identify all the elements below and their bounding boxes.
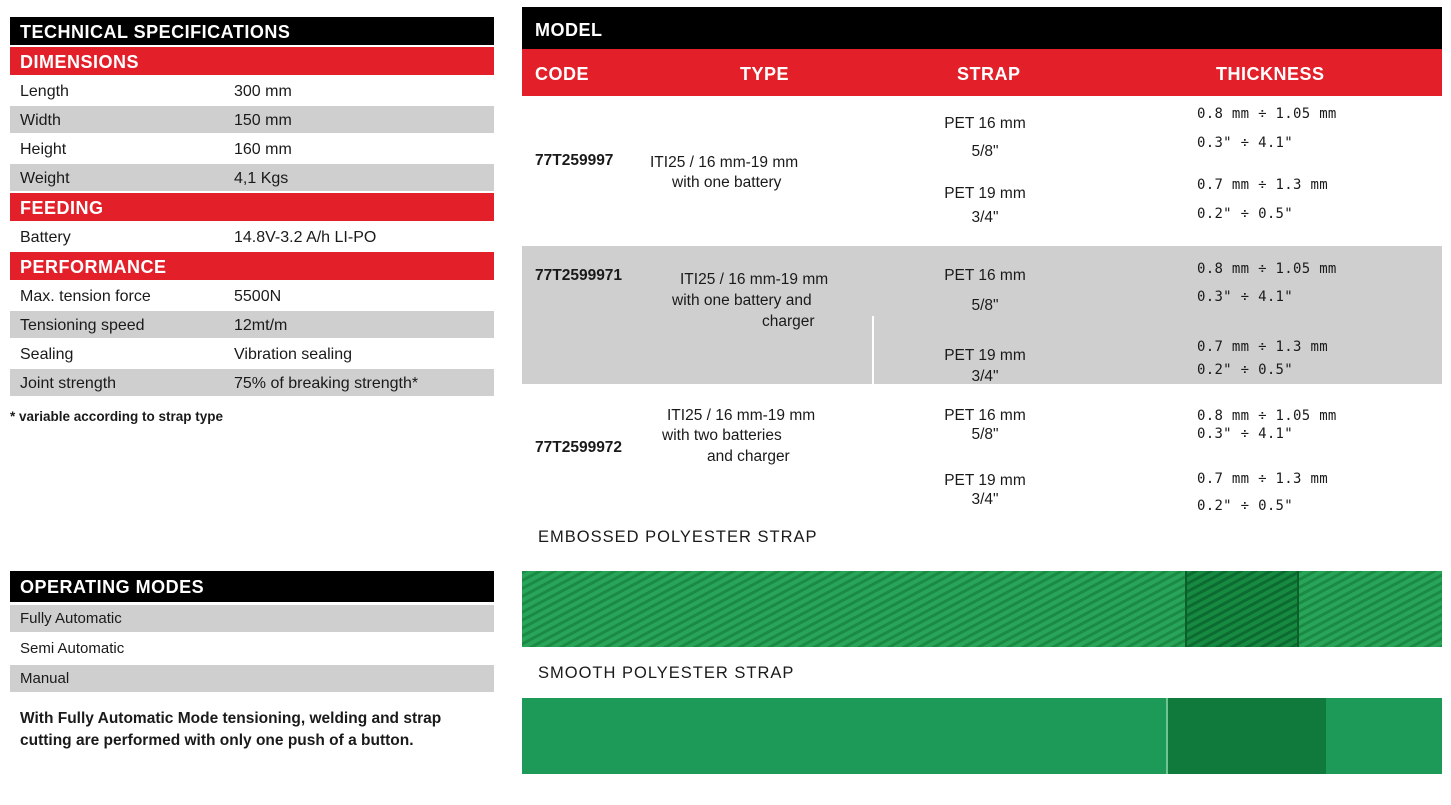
spec-value: 4,1 Kgs xyxy=(234,170,289,187)
thickness-value: 0.3" ÷ 4.1" xyxy=(1197,426,1294,442)
spec-row-max-tension xyxy=(10,280,494,309)
spec-row-width xyxy=(10,104,494,133)
spec-label: Sealing xyxy=(20,346,74,363)
spec-label: Battery xyxy=(20,229,71,246)
spec-label: Max. tension force xyxy=(20,288,151,305)
strap-size: 3/4" xyxy=(971,209,999,226)
thickness-value: 0.8 mm ÷ 1.05 mm xyxy=(1197,261,1337,277)
spec-value: Vibration sealing xyxy=(234,346,353,363)
model-code: 77T2599971 xyxy=(535,267,623,284)
model-row xyxy=(522,246,1442,386)
spec-value: 5500N xyxy=(234,288,282,305)
thickness-value: 0.8 mm ÷ 1.05 mm xyxy=(1197,408,1337,424)
spec-label: Weight xyxy=(20,170,70,187)
spec-label: Tensioning speed xyxy=(20,317,145,334)
header-code: CODE xyxy=(535,64,590,84)
model-code: 77T259997 xyxy=(535,152,614,169)
thickness-value: 0.2" ÷ 0.5" xyxy=(1197,206,1294,222)
spec-label: Joint strength xyxy=(20,375,117,392)
mode-item: Semi Automatic xyxy=(20,640,125,657)
strap-size: 5/8" xyxy=(971,143,999,160)
mode-item: Fully Automatic xyxy=(10,605,494,632)
performance-header: PERFORMANCE xyxy=(10,252,494,280)
spec-row-sealing xyxy=(10,338,494,367)
thickness-value: 0.3" ÷ 4.1" xyxy=(1197,289,1294,305)
spec-value: 150 mm xyxy=(234,112,292,129)
smooth-strap-image xyxy=(522,698,1442,774)
model-type: ITI25 / 16 mm-19 mm xyxy=(650,154,799,171)
spec-value: 12mt/m xyxy=(234,317,288,334)
thickness-value: 0.7 mm ÷ 1.3 mm xyxy=(1197,339,1328,355)
strap-size: PET 19 mm xyxy=(944,185,1026,202)
strap-joint xyxy=(1168,698,1326,774)
thickness-value: 0.2" ÷ 0.5" xyxy=(1197,498,1294,514)
strap-size: PET 16 mm xyxy=(944,407,1026,424)
strap-size: PET 19 mm xyxy=(944,347,1026,364)
spec-row-length xyxy=(10,75,494,104)
technical-specifications-panel xyxy=(10,17,494,424)
model-title: MODEL xyxy=(522,7,1442,49)
header-type: TYPE xyxy=(740,64,790,84)
model-type: and charger xyxy=(707,448,790,465)
embossed-strap-image xyxy=(522,571,1442,647)
model-row xyxy=(522,96,1442,246)
header-strap: STRAP xyxy=(957,64,1021,84)
thickness-value: 0.7 mm ÷ 1.3 mm xyxy=(1197,471,1328,487)
operating-modes-title: OPERATING MODES xyxy=(10,571,494,602)
spec-row-joint-strength xyxy=(10,367,494,396)
header-thickness: THICKNESS xyxy=(1216,64,1325,84)
thickness-value: 0.3" ÷ 4.1" xyxy=(1197,135,1294,151)
embossed-strap-texture xyxy=(522,571,1442,647)
tech-spec-title: TECHNICAL SPECIFICATIONS xyxy=(10,17,494,45)
operating-modes-note: With Fully Automatic Mode tensioning, welding and strap cutting are performed with only one push of a button. xyxy=(20,710,442,749)
spec-footnote: * variable according to strap type xyxy=(10,409,224,424)
model-code: 77T2599972 xyxy=(535,439,623,456)
strap-size: 5/8" xyxy=(971,426,999,443)
strap-size: PET 16 mm xyxy=(944,267,1026,284)
model-table-header xyxy=(522,49,1442,96)
spec-row-battery xyxy=(10,221,494,250)
model-type: with one battery and xyxy=(672,292,812,309)
model-type: ITI25 / 16 mm-19 mm xyxy=(680,271,829,288)
spec-value: 160 mm xyxy=(234,141,292,158)
strap-size: 3/4" xyxy=(971,368,999,385)
spec-label: Height xyxy=(20,141,67,158)
model-panel xyxy=(522,7,1442,516)
model-type: ITI25 / 16 mm-19 mm xyxy=(667,407,816,424)
strap-size: 5/8" xyxy=(971,297,999,314)
spec-value: 14.8V-3.2 A/h LI-PO xyxy=(234,229,377,246)
model-type: with one battery xyxy=(672,174,782,191)
model-row xyxy=(522,386,1442,516)
thickness-value: 0.8 mm ÷ 1.05 mm xyxy=(1197,106,1337,122)
mode-item: Manual xyxy=(10,665,494,692)
strap-size: 3/4" xyxy=(971,491,999,508)
spec-row-weight xyxy=(10,162,494,191)
operating-modes-panel xyxy=(10,571,494,752)
thickness-value: 0.2" ÷ 0.5" xyxy=(1197,362,1294,378)
spec-row-height xyxy=(10,133,494,162)
strap-size: PET 16 mm xyxy=(944,115,1026,132)
thickness-value: 0.7 mm ÷ 1.3 mm xyxy=(1197,177,1328,193)
spec-value: 300 mm xyxy=(234,83,292,100)
strap-size: PET 19 mm xyxy=(944,472,1026,489)
spec-label: Length xyxy=(20,83,69,100)
embossed-strap-title: EMBOSSED POLYESTER STRAP xyxy=(538,528,818,546)
spec-value: 75% of breaking strength* xyxy=(234,375,419,392)
feeding-header: FEEDING xyxy=(10,193,494,221)
spec-row-tensioning-speed xyxy=(10,309,494,338)
smooth-strap-title: SMOOTH POLYESTER STRAP xyxy=(538,664,795,682)
spec-label: Width xyxy=(20,112,61,129)
dimensions-header: DIMENSIONS xyxy=(10,47,494,75)
model-type: with two batteries xyxy=(662,427,782,444)
row-background xyxy=(522,316,872,384)
model-type: charger xyxy=(762,313,815,330)
